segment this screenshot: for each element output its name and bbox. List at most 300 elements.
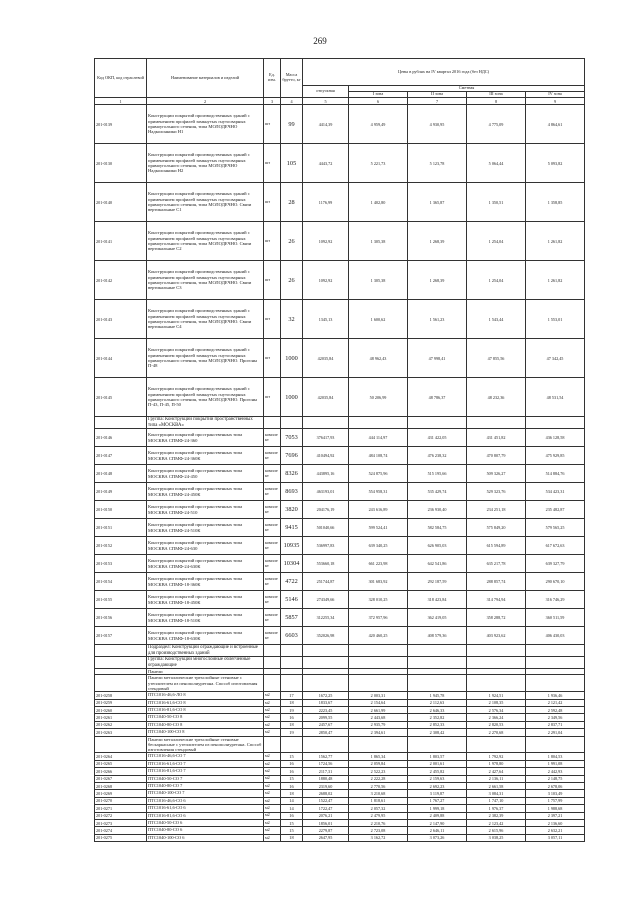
- section-title: Группа: Конструкции многослойные облегченные ограждающие: [147, 657, 264, 669]
- item-unit: компле кт: [264, 519, 281, 537]
- item-mass: 14: [281, 797, 303, 804]
- item-unit: м2: [264, 721, 281, 728]
- item-price: 1 757,99: [526, 797, 585, 804]
- table-row: [95, 609, 585, 627]
- item-price: 476 238,32: [408, 447, 467, 465]
- item-price: 48 786,37: [408, 378, 467, 417]
- header-estimate: отпускная: [303, 86, 349, 98]
- item-price: 1672,25: [303, 692, 349, 699]
- item-price: 2 394,61: [349, 729, 408, 736]
- item-name: ПТС1016-81,6-СО 6: [147, 812, 264, 819]
- item-price: 2 059,84: [349, 760, 408, 767]
- item-code: 201-0263: [95, 729, 147, 736]
- item-name: ПТС1040-50-СО 8: [147, 714, 264, 721]
- item-price: 403 923,62: [467, 627, 526, 645]
- item-price: 2 409,88: [408, 812, 467, 819]
- item-price: 2 592,48: [526, 707, 585, 714]
- item-price: 509 326,27: [467, 465, 526, 483]
- table-row: [95, 519, 585, 537]
- item-unit: м2: [264, 805, 281, 812]
- item-price: 316 746,29: [526, 591, 585, 609]
- item-price: 2 123,42: [467, 819, 526, 826]
- item-code: 201-0139: [95, 105, 147, 144]
- item-price: 2 112,63: [408, 699, 467, 706]
- item-code: 201-0262: [95, 721, 147, 728]
- item-unit: м2: [264, 714, 281, 721]
- item-price: 1 804,53: [526, 753, 585, 760]
- item-price: 352026,98: [303, 627, 349, 645]
- item-price: 48 531,54: [526, 378, 585, 417]
- item-code: 201-0149: [95, 483, 147, 501]
- item-name: ПТС1040-80-СО 8: [147, 721, 264, 728]
- item-price: 408 579,36: [408, 627, 467, 645]
- item-price: 2688,02: [303, 790, 349, 797]
- table-row: [95, 834, 585, 841]
- item-price: 1092,92: [303, 222, 349, 261]
- item-code: 201-0157: [95, 627, 147, 645]
- item-price: 2 646,11: [408, 827, 467, 834]
- header-zone-3: III зона: [467, 92, 526, 98]
- item-name: Конструкции покрытий производственных зданий с применением профилей замкнутых гнутосварных прямоугольного сечения, типа МОЛОДЕЧНО. Прогоны П-48: [147, 339, 264, 378]
- item-code: 201-0143: [95, 300, 147, 339]
- column-number: 2: [147, 98, 264, 105]
- item-price: 1 792,92: [467, 753, 526, 760]
- item-mass: 4722: [281, 573, 303, 591]
- item-price: 2 770,56: [349, 782, 408, 789]
- item-code: 201-0156: [95, 609, 147, 627]
- table-row: [95, 429, 585, 447]
- table-row: [95, 378, 585, 417]
- item-name: Конструкции покрытий пространственных типа МОСКВА СПМФ-24-450К: [147, 483, 264, 501]
- item-unit: шт: [264, 300, 281, 339]
- table-row: [95, 501, 585, 519]
- item-code: 201-0268: [95, 782, 147, 789]
- item-name: ПТС1040-80-СО 7: [147, 782, 264, 789]
- item-price: 2 820,53: [467, 721, 526, 728]
- item-price: 1 936,46: [526, 692, 585, 699]
- section-row: [95, 645, 585, 657]
- item-mass: 6603: [281, 627, 303, 645]
- item-price: 2099,55: [303, 714, 349, 721]
- table-row: [95, 692, 585, 699]
- header-code: Код ОКП, код отраслевой: [95, 59, 147, 98]
- item-price: 2319,60: [303, 782, 349, 789]
- page-number: 269: [313, 36, 327, 46]
- item-price: 1722,47: [303, 805, 349, 812]
- item-price: 3 103,49: [526, 790, 585, 797]
- item-price: 579 565,25: [526, 519, 585, 537]
- item-mass: 5146: [281, 591, 303, 609]
- item-mass: 8693: [281, 483, 303, 501]
- table-row: [95, 300, 585, 339]
- item-price: 251744,87: [303, 573, 349, 591]
- item-name: ПТС1016-61,6-СО 7: [147, 760, 264, 767]
- item-unit: компле кт: [264, 483, 281, 501]
- item-unit: шт: [264, 378, 281, 417]
- item-price: 431 422,05: [408, 429, 467, 447]
- item-name: ПТС1016-61,6-СО 8: [147, 699, 264, 706]
- item-price: 1 553,01: [526, 300, 585, 339]
- item-price: 2 057,32: [349, 805, 408, 812]
- item-code: 201-0146: [95, 429, 147, 447]
- item-code: 201-0140: [95, 183, 147, 222]
- item-name: Конструкции покрытий пространственных типа МОСКВА СПМФ-24-510К: [147, 519, 264, 537]
- item-price: 2 003,31: [349, 692, 408, 699]
- table-row: [95, 261, 585, 300]
- item-mass: 16: [281, 768, 303, 775]
- item-price: 3 038,25: [467, 834, 526, 841]
- item-price: 2 837,71: [526, 721, 585, 728]
- item-price: 582 584,75: [408, 519, 467, 537]
- item-price: 5 221,73: [349, 144, 408, 183]
- item-price: 4 864,61: [526, 105, 585, 144]
- item-name: ПТС1016-46,6-СО 6: [147, 797, 264, 804]
- item-price: 5 123,78: [408, 144, 467, 183]
- table-row: [95, 775, 585, 782]
- item-price: 3 210,68: [349, 790, 408, 797]
- item-name: Конструкции покрытий пространственных типа МОСКВА СПМФ-18-450К: [147, 591, 264, 609]
- column-number: 6: [349, 98, 408, 105]
- item-price: 1 924,51: [467, 692, 526, 699]
- item-price: 234 251,18: [467, 501, 526, 519]
- header-prices: Цены в рублях на IV квартал 2016 года (без НДС): [303, 59, 585, 86]
- item-price: 1 747,10: [467, 797, 526, 804]
- item-price: 1 305,38: [349, 222, 408, 261]
- item-mass: 9415: [281, 519, 303, 537]
- item-code: 201-0260: [95, 707, 147, 714]
- item-name: ПТС1040-50-СО 7: [147, 775, 264, 782]
- item-price: 2 661,58: [467, 782, 526, 789]
- item-name: Конструкции покрытий производственных зданий с применением профилей замкнутых гнутосварных прямоугольного сечения, типа МОЛОДЕЧНО. Связи вертикальные С2: [147, 222, 264, 261]
- item-mass: 10304: [281, 555, 303, 573]
- item-price: 3 162,72: [349, 834, 408, 841]
- item-price: 1 402,80: [349, 183, 408, 222]
- item-unit: шт: [264, 339, 281, 378]
- item-price: 360 511,59: [526, 609, 585, 627]
- item-price: 2 427,64: [467, 768, 526, 775]
- item-price: 529 323,76: [467, 483, 526, 501]
- table-row: [95, 447, 585, 465]
- item-mass: 18: [281, 790, 303, 797]
- item-mass: 16: [281, 782, 303, 789]
- item-code: 201-0264: [95, 753, 147, 760]
- item-price: 1 988,68: [526, 805, 585, 812]
- column-number: 8: [467, 98, 526, 105]
- item-unit: компле кт: [264, 609, 281, 627]
- item-price: 288 857,74: [467, 573, 526, 591]
- item-price: 1 254,04: [467, 222, 526, 261]
- item-unit: компле кт: [264, 627, 281, 645]
- item-name: Конструкции покрытий пространственных типа МОСКВА СПМФ-24-360К: [147, 447, 264, 465]
- table-row: [95, 805, 585, 812]
- item-price: 1092,92: [303, 261, 349, 300]
- item-price: 2 136,11: [467, 775, 526, 782]
- item-price: 2 136,60: [526, 819, 585, 826]
- item-price: 2 852,33: [408, 721, 467, 728]
- header-zone-1: I зона: [349, 92, 408, 98]
- item-unit: компле кт: [264, 537, 281, 555]
- item-mass: 3820: [281, 501, 303, 519]
- table-row: [95, 714, 585, 721]
- item-code: 201-0259: [95, 699, 147, 706]
- item-code: 201-0141: [95, 222, 147, 261]
- table-row: [95, 721, 585, 728]
- item-price: 1 365,87: [408, 183, 467, 222]
- table-row: [95, 591, 585, 609]
- item-price: 5 064,44: [467, 144, 526, 183]
- item-price: 515 195,66: [408, 465, 467, 483]
- item-unit: шт: [264, 105, 281, 144]
- header-mass: Масса брутто, кг: [281, 59, 303, 98]
- item-unit: м2: [264, 782, 281, 789]
- item-price: 535 429,74: [408, 483, 467, 501]
- item-price: 1 945,78: [408, 692, 467, 699]
- item-price: 443895,16: [303, 465, 349, 483]
- item-name: Конструкции покрытий производственных зданий с применением профилей замкнутых гнутосварных прямоугольного сечения, типа МОЛОДЕЧНО. Прогоны П-43, П-45, П-50: [147, 378, 264, 417]
- item-price: 4414,39: [303, 105, 349, 144]
- item-price: 3 084,31: [467, 790, 526, 797]
- item-price: 2457,67: [303, 721, 349, 728]
- item-price: 1 358,85: [526, 183, 585, 222]
- item-price: 2850,47: [303, 729, 349, 736]
- header-zone-4: IV зона: [526, 92, 585, 98]
- item-price: 1856,01: [303, 819, 349, 826]
- item-price: 1176,99: [303, 183, 349, 222]
- item-price: 2 723,08: [349, 827, 408, 834]
- item-price: 1 268,39: [408, 261, 467, 300]
- item-price: 2 159,63: [408, 775, 467, 782]
- header-zone-2: II зона: [408, 92, 467, 98]
- item-price: 2 382,39: [467, 812, 526, 819]
- item-price: 2223,45: [303, 707, 349, 714]
- item-unit: м2: [264, 753, 281, 760]
- item-unit: м2: [264, 812, 281, 819]
- item-price: 617 672,63: [526, 537, 585, 555]
- item-price: 2 210,76: [349, 819, 408, 826]
- item-unit: м2: [264, 775, 281, 782]
- section-row: [95, 736, 585, 753]
- item-price: 1 600,62: [349, 300, 408, 339]
- item-price: 3 119,87: [408, 790, 467, 797]
- item-name: Конструкции покрытий производственных зданий с применением профилей замкнутых гнутосварных прямоугольного сечения, типа МОЛОДЕЧНО. Связи вертикальные С4: [147, 300, 264, 339]
- item-price: 639 327,79: [526, 555, 585, 573]
- item-price: 626 905,03: [408, 537, 467, 555]
- item-price: 475 929,85: [526, 447, 585, 465]
- item-mass: 14: [281, 805, 303, 812]
- item-unit: м2: [264, 692, 281, 699]
- item-price: 524 875,96: [349, 465, 408, 483]
- item-name: Конструкции покрытий пространственных типа МОСКВА СПМФ-24-510: [147, 501, 264, 519]
- item-mass: 26: [281, 261, 303, 300]
- item-price: 410494,92: [303, 447, 349, 465]
- item-code: 201-0153: [95, 555, 147, 573]
- item-mass: 7696: [281, 447, 303, 465]
- item-price: 470 807,79: [467, 447, 526, 465]
- item-mass: 5857: [281, 609, 303, 627]
- item-unit: м2: [264, 729, 281, 736]
- table-row: [95, 699, 585, 706]
- item-price: 2 678,06: [526, 782, 585, 789]
- item-mass: 15: [281, 827, 303, 834]
- item-code: 201-0273: [95, 819, 147, 826]
- item-price: 639 340,25: [349, 537, 408, 555]
- item-price: 2 443,68: [349, 714, 408, 721]
- item-price: 3 073,26: [408, 834, 467, 841]
- item-price: 314 794,94: [467, 591, 526, 609]
- item-name: Конструкции покрытий пространственных типа МОСКВА СПМФ-24-630К: [147, 555, 264, 573]
- item-code: 201-0147: [95, 447, 147, 465]
- item-mass: 28: [281, 183, 303, 222]
- item-name: ПТС1016-81,6-СО 8: [147, 707, 264, 714]
- item-price: 2 121,42: [526, 699, 585, 706]
- item-price: 2 661,99: [349, 707, 408, 714]
- header-name: Наименование материалов и изделий: [147, 59, 264, 98]
- column-number: 1: [95, 98, 147, 105]
- item-price: 553660,18: [303, 555, 349, 573]
- section-row: [95, 675, 585, 692]
- item-price: 642 541,86: [408, 555, 467, 573]
- item-name: Конструкции покрытий производственных зданий с применением профилей замкнутых гнутосварных прямоугольного сечения, типа МОЛОДЕЧНО. Связи вертикальные С3: [147, 261, 264, 300]
- item-price: 444 114,97: [349, 429, 408, 447]
- item-mass: 8326: [281, 465, 303, 483]
- item-price: 2117,31: [303, 768, 349, 775]
- item-price: 2 349,56: [526, 714, 585, 721]
- item-price: 1 261,82: [526, 222, 585, 261]
- item-code: 201-0144: [95, 339, 147, 378]
- item-name: ПТС1016-46,6-СО 7: [147, 753, 264, 760]
- item-price: 534 423,31: [526, 483, 585, 501]
- item-price: 536997,83: [303, 537, 349, 555]
- item-price: 4443,72: [303, 144, 349, 183]
- item-price: 420 460,25: [349, 627, 408, 645]
- item-price: 2 270,68: [467, 729, 526, 736]
- item-price: 235 482,87: [526, 501, 585, 519]
- item-unit: шт: [264, 144, 281, 183]
- item-price: 48 232,36: [467, 378, 526, 417]
- table-row: [95, 729, 585, 736]
- price-table-body: [95, 105, 585, 842]
- item-price: 514 884,76: [526, 465, 585, 483]
- item-mass: 16: [281, 760, 303, 767]
- item-mass: 15: [281, 819, 303, 826]
- item-name: Конструкции покрытий пространственных типа МОСКВА СПМФ-18-630К: [147, 627, 264, 645]
- item-code: 201-0274: [95, 827, 147, 834]
- item-price: 1 803,57: [408, 753, 467, 760]
- item-mass: 19: [281, 707, 303, 714]
- item-unit: компле кт: [264, 447, 281, 465]
- item-mass: 18: [281, 721, 303, 728]
- section-row: [95, 417, 585, 429]
- table-row: [95, 768, 585, 775]
- item-price: 554 958,31: [349, 483, 408, 501]
- item-name: Конструкции покрытий пространственных типа МОСКВА СПМФ-18-360К: [147, 573, 264, 591]
- item-unit: шт: [264, 222, 281, 261]
- section-title: Подраздел: Конструкции ограждающие и встроенные для производственных зданий: [147, 645, 264, 657]
- item-unit: м2: [264, 760, 281, 767]
- item-mass: 15: [281, 753, 303, 760]
- column-number-row: [95, 98, 585, 105]
- item-price: 2 646,33: [408, 707, 467, 714]
- item-price: 47 998,41: [408, 339, 467, 378]
- item-price: 484 108,74: [349, 447, 408, 465]
- item-price: 362 419,05: [408, 609, 467, 627]
- item-price: 2647,95: [303, 834, 349, 841]
- item-price: 2 148,75: [526, 775, 585, 782]
- item-name: ПТС1040-50-СО 6: [147, 819, 264, 826]
- item-mass: 105: [281, 144, 303, 183]
- item-mass: 7053: [281, 429, 303, 447]
- item-name: ПТС1016-46,6-ЛО 8: [147, 692, 264, 699]
- item-price: 5 093,82: [526, 144, 585, 183]
- item-price: 2 615,96: [467, 827, 526, 834]
- item-price: 575 849,20: [467, 519, 526, 537]
- item-price: 1522,47: [303, 797, 349, 804]
- item-price: 3 057,11: [526, 834, 585, 841]
- item-mass: 19: [281, 729, 303, 736]
- item-code: 201-0272: [95, 812, 147, 819]
- item-name: Конструкции покрытий пространственных типа МОСКВА СПМФ-24-360: [147, 429, 264, 447]
- item-name: ПТС1016-61,6-СО 6: [147, 805, 264, 812]
- item-price: 2 442,93: [526, 768, 585, 775]
- item-mass: 15: [281, 775, 303, 782]
- price-table: [94, 58, 585, 842]
- header-unit: Ед. изм.: [264, 59, 281, 98]
- table-row: [95, 797, 585, 804]
- item-price: 2 308,42: [408, 729, 467, 736]
- item-price: 4 959,49: [349, 105, 408, 144]
- item-name: Конструкции покрытий пространственных типа МОСКВА СПМФ-24-630: [147, 537, 264, 555]
- item-code: 201-0261: [95, 714, 147, 721]
- item-price: 42035,84: [303, 339, 349, 378]
- item-price: 2 291,04: [526, 729, 585, 736]
- item-mass: 99: [281, 105, 303, 144]
- item-price: 2 692,23: [408, 782, 467, 789]
- item-code: 201-0145: [95, 378, 147, 417]
- item-code: 201-0275: [95, 834, 147, 841]
- item-price: 376417,93: [303, 429, 349, 447]
- item-price: 2 154,64: [349, 699, 408, 706]
- item-unit: м2: [264, 707, 281, 714]
- item-unit: м2: [264, 699, 281, 706]
- header-calc: Сметная: [349, 86, 585, 92]
- item-code: 201-0150: [95, 501, 147, 519]
- item-price: 436 128,58: [526, 429, 585, 447]
- item-name: Конструкции покрытий производственных зданий с применением профилей замкнутых гнутосварных прямоугольного сечения, типа МОЛОДЕЧНО. Связи вертикальные С1: [147, 183, 264, 222]
- item-code: 201-0154: [95, 573, 147, 591]
- item-unit: компле кт: [264, 555, 281, 573]
- item-unit: компле кт: [264, 465, 281, 483]
- item-price: 1 305,38: [349, 261, 408, 300]
- table-row: [95, 707, 585, 714]
- column-number: 4: [281, 98, 303, 105]
- table-row: [95, 183, 585, 222]
- item-code: 201-0267: [95, 775, 147, 782]
- table-row: [95, 812, 585, 819]
- item-mass: 32: [281, 300, 303, 339]
- item-price: 2 479,95: [349, 812, 408, 819]
- item-price: 1 767,27: [408, 797, 467, 804]
- item-price: 2076,21: [303, 812, 349, 819]
- item-price: 301 683,92: [349, 573, 408, 591]
- item-price: 48 962,43: [349, 339, 408, 378]
- item-price: 292 187,59: [408, 573, 467, 591]
- table-row: [95, 753, 585, 760]
- item-name: ПТС1040-80-СО 6: [147, 827, 264, 834]
- column-number: 3: [264, 98, 281, 105]
- item-code: 201-0148: [95, 465, 147, 483]
- item-price: 2 397,21: [526, 812, 585, 819]
- item-code: 201-0130: [95, 144, 147, 183]
